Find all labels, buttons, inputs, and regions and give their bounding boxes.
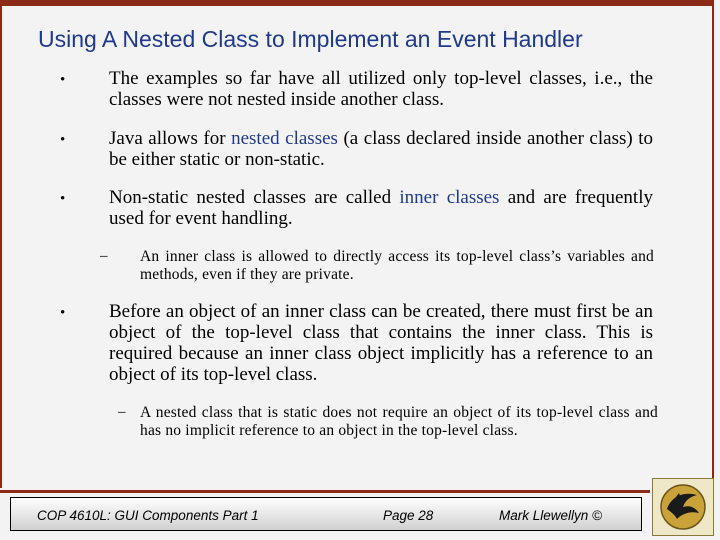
bullet-text-part: Non-static nested classes are called (109, 187, 400, 208)
bullet-text-part: and are frequently used for event handling. (109, 187, 653, 229)
footer-course: COP 4610L: GUI Components Part 1 (37, 508, 259, 523)
subbullet-text: An inner class is allowed to directly access its top-level class’s variables and methods, even if they are private. (140, 248, 654, 283)
highlighted-term: nested classes (231, 128, 338, 149)
subbullet-marker: – (100, 248, 108, 264)
footer-page-number: Page 28 (383, 508, 434, 523)
subbullet-marker: – (118, 404, 126, 420)
slide-title: Using A Nested Class to Implement an Event Handler (38, 26, 583, 52)
bullet-text-part: Java allows for (109, 128, 232, 149)
pegasus-logo-icon (652, 478, 714, 536)
footer-rule (0, 490, 650, 493)
footer-author: Mark Llewellyn © (499, 508, 602, 523)
bullet-marker: • (60, 132, 66, 148)
bullet-text (109, 128, 653, 170)
footer-bar (10, 497, 642, 531)
bullet-text: The examples so far have all utilized only top-level classes, i.e., the classes were not nested inside another class. (109, 68, 653, 110)
bullet-marker: • (60, 191, 66, 207)
subbullet-text: A nested class that is static does not require an object of its top-level class and has no implicit reference to an object in the top-level class. (140, 404, 658, 439)
bullet-marker: • (60, 305, 66, 321)
bullet-text: Before an object of an inner class can be created, there must first be an object of the top-level class that contains the inner class. This is required because an inner class object implicitly has a reference to an object of its top-level class. (109, 301, 653, 385)
bullet-marker: • (60, 72, 66, 88)
bullet-text-part: (a class declared inside another class) to be either static or non-static. (109, 128, 653, 170)
bullet-text (109, 187, 653, 229)
highlighted-term: inner classes (399, 187, 500, 208)
